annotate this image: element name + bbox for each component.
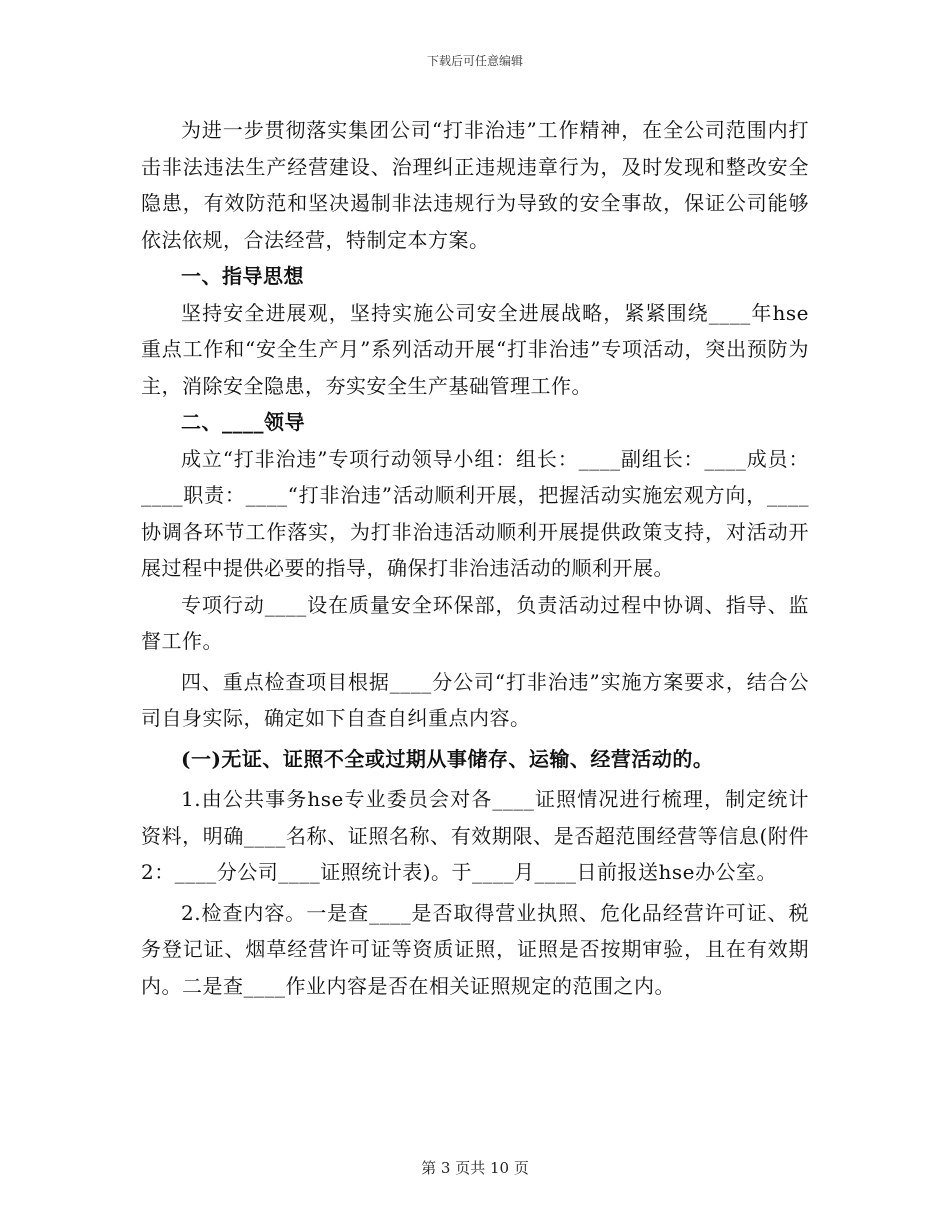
section-heading-key-inspection: 四、重点检查项目根据____分公司“打非治违”实施方案要求，结合公司自身实际，确定如下自查自纠重点内容。	[141, 669, 809, 730]
page-header: 下载后可任意编辑	[426, 54, 523, 68]
subsection-heading-1: (一)无证、证照不全或过期从事储存、运输、经营活动的。	[181, 746, 714, 771]
document-body	[141, 112, 809, 1004]
list-item-1: 1.由公共事务hse专业委员会对各____证照情况进行梳理，制定统计资料，明确____名称、证照名称、有效期限、是否超范围经营等信息(附件2：____分公司____证照统计表)。于____月____日前报送hse办公室。	[141, 787, 809, 884]
body-paragraph: 专项行动____设在质量安全环保部，负责活动过程中协调、指导、监督工作。	[141, 592, 809, 653]
intro-paragraph: 为进一步贯彻落实集团公司“打非治违”工作精神，在全公司范围内打击非法违法生产经营建设、治理纠正违规违章行为，及时发现和整改安全隐患，有效防范和坚决遏制非法违规行为导致的安全事故，保证公司能够依法依规，合法经营，特制定本方案。	[141, 118, 809, 252]
section-heading-leadership: 二、____领导	[181, 410, 305, 434]
page-number: 第 3 页共 10 页	[421, 1159, 529, 1177]
list-item-2: 2.检查内容。一是查____是否取得营业执照、危化品经营许可证、税务登记证、烟草经营许可证等资质证照，证照是否按期审验，且在有效期内。二是查____作业内容是否在相关证照规定的范围之内。	[141, 900, 809, 998]
section-heading-guiding-ideology: 一、指导思想	[181, 264, 304, 288]
body-paragraph: 成立“打非治违”专项行动领导小组：组长：____副组长：____成员：____职责：____“打非治违”活动顺利开展，把握活动实施宏观方向，____协调各环节工作落实，为打非治违活动顺利开展提供政策支持，对活动开展过程中提供必要的指导，确保打非治违活动的顺利开展。	[141, 446, 809, 580]
body-paragraph: 坚持安全进展观，坚持实施公司安全进展战略，紧紧围绕____年hse重点工作和“安全生产月”系列活动开展“打非治违”专项活动，突出预防为主，消除安全隐患，夯实安全生产基础管理工作。	[141, 300, 809, 398]
